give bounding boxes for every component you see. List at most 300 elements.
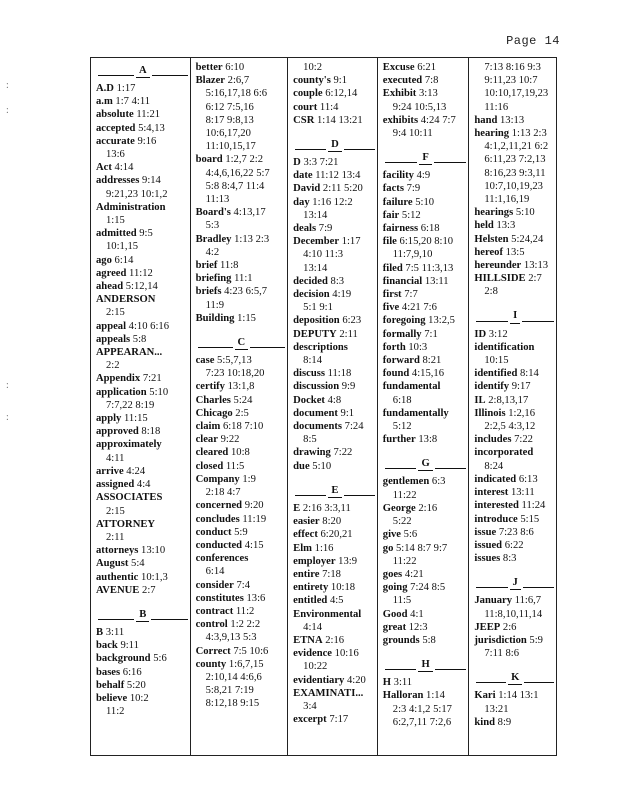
entry-word: discuss [293,368,325,380]
index-entry: further 13:8 [382,434,438,446]
entry-word: background [96,653,151,665]
section-spacer [293,473,377,481]
entry-word: Charles [195,394,231,406]
entry-word: facility [382,170,414,182]
index-entry: ETNA 2:16 [293,634,345,646]
entry-word: contract [195,605,234,617]
index-entry [96,438,190,451]
entry-word: date [293,170,313,182]
entry-word: attorneys [96,545,139,557]
index-entry: Appendix 7:21 [96,373,162,385]
entry-word: incorporated [474,447,534,459]
entry-word: back [96,640,118,652]
index-entry: D 3:3 7:21 [293,157,339,169]
entry-word: great [382,621,407,633]
entry-word: ahead [96,281,124,293]
entry-word: fundamentally [382,407,449,419]
index-entry: DEPUTY 2:11 [293,328,358,340]
entry-word: application [96,386,147,398]
section-spacer [383,647,469,655]
index-entry-continuation: 5:12 [392,421,412,433]
entry-word: issue [474,526,497,538]
entry-word: concerned [195,500,243,512]
index-entry-continuation: 10:15 [484,355,509,367]
index-entry-continuation: 8:12,18 9:15 [205,698,260,710]
index-entry-continuation: 6:12 7:5,16 [205,101,254,113]
entry-word: H [382,677,392,689]
index-entry: AVENUE 2:7 [96,584,156,596]
index-entry: employer 13:9 [293,555,358,567]
index-entry-continuation: 11:7,9,10 [392,249,433,261]
index-entry-continuation: 4:4,6,16,22 5:7 [205,167,270,179]
entry-word: addresses [96,175,140,187]
entry-word: identify [474,381,510,393]
section-letter: C [235,336,249,350]
entry-word: a.m [96,96,113,108]
entry-word: identification [474,341,535,353]
header-rule [524,682,554,683]
entry-word: apply [96,413,122,425]
index-entry: conduct 5:9 [195,526,248,538]
index-entry: accepted 5:4,13 [96,122,165,134]
header-rule [385,162,418,163]
index-entry-continuation: 7:13 8:16 9:3 [484,62,541,73]
index-entry [96,491,190,504]
index-entry: ID 3:12 [474,328,508,340]
header-rule [523,587,554,588]
entry-word: due [293,460,310,472]
index-entry [96,293,190,306]
header-rule [295,495,326,496]
entry-word: foregoing [382,315,426,327]
entry-word: consider [195,579,234,591]
header-rule [385,468,417,469]
index-entry: goes 4:21 [382,568,424,580]
entry-word: entirety [293,582,329,594]
index-entry: H 3:11 [382,677,413,689]
entry-word: agreed [96,267,127,279]
index-entry: introduce 5:15 [474,513,540,525]
index-entry: case 5:5,7,13 [195,355,252,367]
entry-word: descriptions [293,341,348,353]
index-entry: formally 7:1 [382,328,438,340]
index-entry-continuation: 8:14 [303,355,322,367]
index-entry-continuation: 13:14 [303,209,328,221]
entry-word: go [382,542,394,554]
index-entry: identify 9:17 [474,381,531,393]
entry-word: fair [382,209,400,221]
index-entry-continuation: 13:21 [484,703,509,715]
index-entry: Elm 1:16 [293,542,334,554]
entry-word: August [96,558,129,570]
index-entry: document 9:1 [293,407,355,419]
index-entry: concerned 9:20 [195,500,264,512]
index-entry: forward 8:21 [382,355,442,367]
index-entry: bases 6:16 [96,666,142,678]
entry-word: clear [195,434,218,446]
index-column-3 [287,58,377,755]
index-entry: county's 9:1 [293,75,348,87]
index-entry: constitutes 13:6 [195,592,266,604]
entry-word: cleared [195,447,229,459]
index-entry: county 1:6,7,15 [195,658,264,670]
section-spacer [96,597,190,605]
header-rule [435,468,467,469]
index-entry-continuation: 10:1,15 [106,241,139,253]
entry-word: assigned [96,479,135,491]
section-spacer [474,565,556,573]
index-entry: evidence 10:16 [293,648,359,660]
entry-word: Environmental [293,608,362,620]
entry-word: briefing [195,273,232,285]
index-entry: date 11:12 13:4 [293,170,361,182]
index-entry: deals 7:9 [293,223,333,235]
index-entry: hearings 5:10 [474,207,535,219]
entry-word: APPEARAN... [96,347,163,359]
index-column-2 [190,58,288,755]
index-entry: back 9:11 [96,640,139,652]
index-entry: Illinois 1:2,16 [474,407,536,419]
index-entry: five 4:21 7:6 [382,302,437,314]
index-entry: held 13:3 [474,220,516,232]
index-entry: fair 5:12 [382,209,421,221]
index-entry: financial 13:11 [382,275,449,287]
entry-word: Halloran [382,690,424,702]
index-entry: failure 5:10 [382,196,435,208]
entry-word: CSR [293,114,315,126]
entry-word: admitted [96,228,137,240]
index-entry-continuation: 5:8,21 7:19 [205,685,254,697]
index-entry: Good 4:1 [382,608,424,620]
entry-word: constitutes [195,592,244,604]
entry-word: Administration [96,201,166,213]
entry-word: DEPUTY [293,328,337,340]
index-entry-continuation: 2:18 4:7 [205,487,241,499]
index-entry-continuation: 5:1 9:1 [303,302,333,314]
entry-word: filed [382,262,403,274]
index-entry: facility 4:9 [382,170,431,182]
index-entry-continuation: 5:3 [205,220,220,232]
index-entry: authentic 10:1,3 [96,571,168,583]
index-entry: day 1:16 12:2 [293,196,353,208]
entry-word: decided [293,275,328,287]
left-margin-marks [6,60,18,760]
index-entry: documents 7:24 [293,421,364,433]
index-entry [293,687,377,700]
index-entry-continuation: 10:10,17,19,23 [484,88,549,100]
index-entry-continuation: 8:16,23 9:3,11 [484,167,546,179]
entry-word: brief [195,260,218,272]
index-entry: arrive 4:24 [96,465,146,477]
entry-word: hearing [474,128,510,140]
entry-word: formally [382,328,422,340]
entry-word: forth [382,341,406,353]
entry-word: EXAMINATI... [293,687,364,699]
entry-word: HILLSIDE [474,273,526,285]
index-entry-continuation: 4:3,9,13 5:3 [205,632,257,644]
index-entry-continuation: 11:9 [205,299,225,311]
entry-word: AVENUE [96,584,140,596]
index-entry-continuation: 10:22 [303,661,328,673]
section-letter: K [508,671,522,685]
entry-word: ago [96,254,112,266]
entry-word: indicated [474,473,517,485]
index-entry: Helsten 5:24,24 [474,233,544,245]
entry-word: ASSOCIATES [96,492,163,504]
index-entry: executed 7:8 [382,75,439,87]
entry-word: issued [474,539,503,551]
entry-word: Illinois [474,407,506,419]
header-rule [98,75,134,76]
entry-word: arrive [96,465,124,477]
entry-word: Docket [293,394,325,406]
index-entry: due 5:10 [293,460,332,472]
index-entry: indicated 6:13 [474,473,538,485]
entry-word: IL [474,394,486,406]
index-entry-continuation: 2:2,5 4:3,12 [484,421,536,433]
index-entry: identified 8:14 [474,368,539,380]
header-rule [295,149,326,150]
index-entry: clear 9:22 [195,434,240,446]
index-entry: IL 2:8,13,17 [474,394,529,406]
word-index-table [90,57,557,756]
header-rule [152,75,188,76]
index-entry: entitled 4:5 [293,595,344,607]
index-entry: decided 8:3 [293,275,345,287]
entry-word: conduct [195,526,232,538]
entry-word: hand [474,114,498,126]
entry-word: ID [474,328,487,340]
section-spacer [474,660,556,668]
section-letter: B [136,608,149,622]
entry-word: approximately [96,439,162,451]
index-entry [383,407,469,420]
index-entry: discussion 9:9 [293,381,356,393]
index-entry: evidentiary 4:20 [293,674,366,686]
index-entry-continuation: 8:17 9:8,13 [205,114,254,126]
index-entry-continuation: 13:6 [106,149,125,161]
index-entry: forth 10:3 [382,341,428,353]
entry-word: day [293,196,310,208]
entry-word: B [96,626,104,638]
entry-word: county's [293,75,331,87]
entry-word: held [474,220,494,232]
index-column-1 [91,58,190,755]
entry-word: hereof [474,246,504,258]
section-letter: F [419,151,431,165]
index-entry: hereof 13:5 [474,246,525,258]
index-entry: first 7:7 [382,289,418,301]
index-entry-continuation: 10:2 [303,62,322,73]
index-entry: believe 10:2 [96,692,149,704]
index-entry: December 1:17 [293,236,361,248]
index-entry: certify 13:1,8 [195,381,255,393]
entry-word: certify [195,381,225,393]
index-entry-continuation: 11:10,15,17 [205,141,256,153]
entry-word: grounds [382,634,420,646]
entry-word: court [293,101,318,113]
index-entry [474,341,556,354]
section-header [293,137,377,152]
index-entry-continuation: 11:8,10,11,14 [484,608,543,620]
index-entry: exhibits 4:24 7:7 [382,114,456,126]
index-entry: absolute 11:21 [96,109,161,121]
entry-word: Chicago [195,407,233,419]
entry-word: approved [96,426,139,438]
index-entry: go 5:14 8:7 9:7 [382,542,448,554]
entry-word: behalf [96,679,125,691]
entry-word: effect [293,529,318,541]
section-header [96,63,190,78]
index-entry [474,446,556,459]
index-entry-continuation: 8:5 [303,434,317,446]
index-entry: grounds 5:8 [382,634,436,646]
section-header [96,607,190,622]
entry-word: financial [382,275,423,287]
entry-word: December [293,236,340,248]
entry-word: Good [382,608,408,620]
index-entry: admitted 9:5 [96,228,153,240]
entry-word: case [195,355,215,367]
section-spacer [383,140,469,148]
index-entry: apply 11:15 [96,413,148,425]
index-entry-continuation: 7:23 10:18,20 [205,368,265,380]
index-column-5 [468,58,556,755]
index-entry: ago 6:14 [96,254,134,266]
index-entry: issued 6:22 [474,539,524,551]
section-spacer [474,299,556,307]
header-rule [151,619,187,620]
entry-word: deals [293,223,317,235]
index-entry: closed 11:5 [195,460,245,472]
section-header [474,309,556,324]
header-rule [198,347,233,348]
index-entry: facts 7:9 [382,183,421,195]
index-entry-continuation: 4:2 [205,246,220,258]
section-spacer [293,127,377,135]
section-letter: A [136,64,150,78]
index-entry: Company 1:9 [195,473,256,485]
header-rule [522,321,554,322]
index-entry: Correct 7:5 10:6 [195,645,269,657]
index-entry: foregoing 13:2,5 [382,315,455,327]
index-entry: Docket 4:8 [293,394,342,406]
entry-word: ATTORNEY [96,518,156,530]
entry-word: found [382,368,410,380]
index-entry: court 11:4 [293,101,339,113]
index-entry: filed 7:5 11:3,13 [382,262,454,274]
entry-word: conducted [195,539,243,551]
index-entry-continuation: 2:11 [106,531,125,543]
header-rule [476,587,507,588]
index-entry: excerpt 7:17 [293,714,349,726]
entry-word: Blazer [195,75,225,87]
section-header [293,483,377,498]
entry-word: entitled [293,595,328,607]
entry-word: introduce [474,513,518,525]
index-entry-continuation: 13:14 [303,262,328,274]
entry-word: document [293,407,338,419]
header-rule [434,162,467,163]
entry-word: control [195,619,228,631]
entry-word: accurate [96,135,135,147]
index-entry-continuation: 4:10 11:3 [303,249,344,261]
index-entry-continuation: 11:2 [106,706,125,718]
entry-word: executed [382,75,423,87]
entry-word: forward [382,355,420,367]
section-letter: J [510,576,521,590]
index-entry: file 6:15,20 8:10 [382,236,454,248]
index-entry-continuation: 8:24 [484,460,504,472]
entry-word: Building [195,312,235,324]
index-entry-continuation: 11:1,16,19 [484,194,530,206]
index-entry: Kari 1:14 13:1 [474,690,539,702]
index-entry: discuss 11:18 [293,368,352,380]
index-entry-continuation: 5:22 [392,516,412,528]
entry-word: appeals [96,333,131,345]
index-entry: Bradley 1:13 2:3 [195,233,270,245]
index-entry: David 2:11 5:20 [293,183,363,195]
entry-word: evidentiary [293,674,345,686]
entry-word: kind [474,716,495,728]
entry-word: hereunder [474,260,522,272]
index-entry: kind 8:9 [474,716,512,728]
entry-word: facts [382,183,404,195]
entry-word: couple [293,88,323,100]
entry-word: board [195,154,223,166]
index-entry-continuation: 1:15 [106,215,125,227]
entry-word: accepted [96,122,136,134]
index-entry: interested 11:24 [474,500,546,512]
entry-word: A.D [96,83,114,94]
entry-word: hearings [474,207,514,219]
entry-word: Bradley [195,233,232,245]
section-letter: I [510,309,520,323]
index-entry: conducted 4:15 [195,539,264,551]
entry-word: jurisdiction [474,634,527,646]
index-entry: Building 1:15 [195,312,256,324]
index-entry: January 11:6,7 [474,595,542,607]
entry-word: goes [382,568,403,580]
index-entry: fairness 6:18 [382,223,440,235]
entry-word: E [293,502,301,514]
index-entry-continuation: 9:24 10:5,13 [392,101,447,113]
index-entry: CSR 1:14 13:21 [293,114,363,126]
index-entry: appeal 4:10 6:16 [96,320,169,332]
index-entry: Act 4:14 [96,162,134,174]
index-entry: entirety 10:18 [293,582,356,594]
section-header [474,575,556,590]
index-entry: Blazer 2:6,7 [195,75,250,87]
index-entry: board 1:2,7 2:2 [195,154,263,166]
entry-word: county [195,658,227,670]
index-entry: contract 11:2 [195,605,255,617]
index-entry: includes 7:22 [474,434,533,446]
index-entry-continuation: 2:15 [106,307,125,319]
index-entry: approved 8:18 [96,426,161,438]
header-rule [250,347,285,348]
index-entry [96,346,190,359]
entry-word: Act [96,162,112,174]
index-entry-continuation: 11:16 [484,101,509,113]
index-entry: great 12:3 [382,621,428,633]
index-entry: Exhibit 3:13 [382,88,438,100]
index-entry [96,201,190,214]
index-entry: give 5:6 [382,529,418,541]
index-entry [293,341,377,354]
header-rule [435,669,467,670]
header-rule [98,619,134,620]
